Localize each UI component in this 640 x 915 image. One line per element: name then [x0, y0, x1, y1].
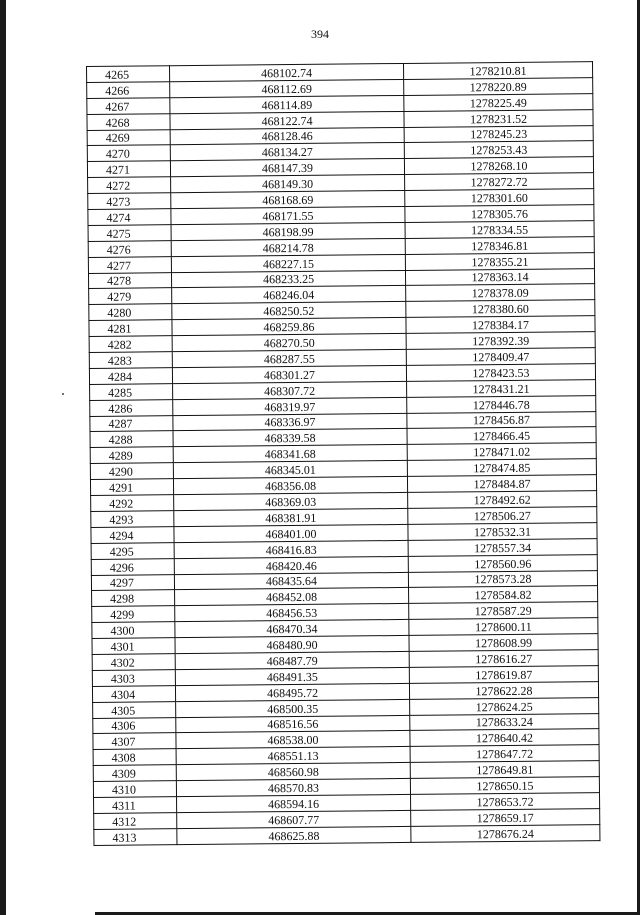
x-coordinate-cell: 468345.01 — [173, 461, 407, 479]
y-coordinate-cell: 1278557.34 — [408, 538, 597, 556]
y-coordinate-cell: 1278231.52 — [404, 109, 593, 127]
x-coordinate-cell: 468128.46 — [170, 127, 404, 145]
x-coordinate-cell: 468198.99 — [171, 222, 405, 240]
point-id-cell: 4304 — [92, 685, 175, 702]
point-id-cell: 4281 — [89, 320, 172, 337]
point-id-cell: 4303 — [92, 670, 175, 687]
y-coordinate-cell: 1278647.72 — [410, 745, 599, 763]
x-coordinate-cell: 468480.90 — [175, 635, 409, 653]
y-coordinate-cell: 1278474.85 — [407, 459, 596, 477]
point-id-cell: 4292 — [91, 495, 174, 512]
x-coordinate-cell: 468594.16 — [177, 794, 411, 812]
y-coordinate-cell: 1278253.43 — [404, 141, 593, 159]
x-coordinate-cell: 468149.30 — [171, 175, 405, 193]
x-coordinate-cell: 468381.91 — [174, 508, 408, 526]
x-coordinate-cell: 468570.83 — [176, 778, 410, 796]
point-id-cell: 4270 — [87, 145, 170, 162]
y-coordinate-cell: 1278471.02 — [407, 443, 596, 461]
point-id-cell: 4295 — [91, 542, 174, 559]
point-id-cell: 4312 — [94, 813, 177, 830]
x-coordinate-cell: 468356.08 — [173, 477, 407, 495]
point-id-cell: 4271 — [87, 161, 170, 178]
y-coordinate-cell: 1278355.21 — [405, 252, 594, 270]
point-id-cell: 4293 — [91, 511, 174, 528]
coordinates-table — [86, 61, 600, 845]
point-id-cell: 4296 — [91, 558, 174, 575]
y-coordinate-cell: 1278446.78 — [407, 395, 596, 413]
y-coordinate-cell: 1278584.82 — [409, 586, 598, 604]
point-id-cell: 4280 — [89, 304, 172, 321]
y-coordinate-cell: 1278363.14 — [405, 268, 594, 286]
x-coordinate-cell: 468538.00 — [176, 731, 410, 749]
x-coordinate-cell: 468259.86 — [172, 318, 406, 336]
point-id-cell: 4307 — [93, 733, 176, 750]
point-id-cell: 4290 — [90, 463, 173, 480]
x-coordinate-cell: 468339.58 — [173, 429, 407, 447]
x-coordinate-cell: 468270.50 — [172, 334, 406, 352]
scan-speck — [62, 393, 64, 395]
y-coordinate-cell: 1278272.72 — [405, 173, 594, 191]
x-coordinate-cell: 468416.83 — [174, 540, 408, 558]
point-id-cell: 4276 — [88, 240, 171, 257]
x-coordinate-cell: 468336.97 — [173, 413, 407, 431]
point-id-cell: 4279 — [89, 288, 172, 305]
x-coordinate-cell: 468114.89 — [170, 95, 404, 113]
y-coordinate-cell: 1278220.89 — [404, 78, 593, 96]
x-coordinate-cell: 468560.98 — [176, 763, 410, 781]
point-id-cell: 4282 — [89, 336, 172, 353]
coordinates-table-body — [87, 62, 600, 845]
x-coordinate-cell: 468134.27 — [170, 143, 404, 161]
y-coordinate-cell: 1278378.09 — [406, 284, 595, 302]
point-id-cell: 4310 — [93, 781, 176, 798]
point-id-cell: 4301 — [92, 638, 175, 655]
x-coordinate-cell: 468214.78 — [171, 238, 405, 256]
point-id-cell: 4300 — [92, 622, 175, 639]
point-id-cell: 4265 — [87, 66, 170, 83]
x-coordinate-cell: 468250.52 — [172, 302, 406, 320]
point-id-cell: 4306 — [93, 717, 176, 734]
point-id-cell: 4289 — [90, 447, 173, 464]
x-coordinate-cell: 468516.56 — [176, 715, 410, 733]
y-coordinate-cell: 1278456.87 — [407, 411, 596, 429]
y-coordinate-cell: 1278301.60 — [405, 189, 594, 207]
point-id-cell: 4297 — [91, 574, 174, 591]
point-id-cell: 4286 — [90, 399, 173, 416]
x-coordinate-cell: 468233.25 — [171, 270, 405, 288]
point-id-cell: 4287 — [90, 415, 173, 432]
y-coordinate-cell: 1278492.62 — [408, 491, 597, 509]
point-id-cell: 4288 — [90, 431, 173, 448]
y-coordinate-cell: 1278484.87 — [407, 475, 596, 493]
point-id-cell: 4268 — [87, 113, 170, 130]
y-coordinate-cell: 1278573.28 — [408, 570, 597, 588]
point-id-cell: 4294 — [91, 527, 174, 544]
point-id-cell: 4277 — [88, 256, 171, 273]
point-id-cell: 4272 — [88, 177, 171, 194]
point-id-cell: 4278 — [88, 272, 171, 289]
point-id-cell: 4285 — [90, 383, 173, 400]
y-coordinate-cell: 1278210.81 — [403, 62, 592, 80]
point-id-cell: 4266 — [87, 82, 170, 99]
scan-left-edge — [0, 0, 6, 915]
point-id-cell: 4269 — [87, 129, 170, 146]
x-coordinate-cell: 468341.68 — [173, 445, 407, 463]
point-id-cell: 4305 — [93, 701, 176, 718]
y-coordinate-cell: 1278305.76 — [405, 205, 594, 223]
point-id-cell: 4275 — [88, 225, 171, 242]
x-coordinate-cell: 468500.35 — [176, 699, 410, 717]
point-id-cell: 4309 — [93, 765, 176, 782]
y-coordinate-cell: 1278466.45 — [407, 427, 596, 445]
y-coordinate-cell: 1278506.27 — [408, 507, 597, 525]
x-coordinate-cell: 468491.35 — [175, 667, 409, 685]
y-coordinate-cell: 1278334.55 — [405, 221, 594, 239]
y-coordinate-cell: 1278633.24 — [410, 713, 599, 731]
y-coordinate-cell: 1278380.60 — [406, 300, 595, 318]
x-coordinate-cell: 468112.69 — [170, 79, 404, 97]
x-coordinate-cell: 468452.08 — [175, 588, 409, 606]
y-coordinate-cell: 1278384.17 — [406, 316, 595, 334]
x-coordinate-cell: 468456.53 — [175, 604, 409, 622]
y-coordinate-cell: 1278409.47 — [406, 348, 595, 366]
x-coordinate-cell: 468147.39 — [170, 159, 404, 177]
x-coordinate-cell: 468307.72 — [173, 381, 407, 399]
y-coordinate-cell: 1278600.11 — [409, 618, 598, 636]
x-coordinate-cell: 468625.88 — [177, 826, 411, 844]
x-coordinate-cell: 468401.00 — [174, 524, 408, 542]
x-coordinate-cell: 468551.13 — [176, 747, 410, 765]
point-id-cell: 4267 — [87, 97, 170, 114]
y-coordinate-cell: 1278650.15 — [410, 777, 599, 795]
point-id-cell: 4313 — [94, 828, 177, 845]
x-coordinate-cell: 468487.79 — [175, 651, 409, 669]
x-coordinate-cell: 468319.97 — [173, 397, 407, 415]
y-coordinate-cell: 1278225.49 — [404, 93, 593, 111]
point-id-cell: 4311 — [94, 797, 177, 814]
y-coordinate-cell: 1278423.53 — [406, 364, 595, 382]
x-coordinate-cell: 468246.04 — [172, 286, 406, 304]
y-coordinate-cell: 1278649.81 — [410, 761, 599, 779]
x-coordinate-cell: 468435.64 — [174, 572, 408, 590]
page-number: 394 — [311, 27, 329, 41]
x-coordinate-cell: 468102.74 — [170, 63, 404, 81]
y-coordinate-cell: 1278659.17 — [411, 808, 600, 826]
y-coordinate-cell: 1278392.39 — [406, 332, 595, 350]
x-coordinate-cell: 468607.77 — [177, 810, 411, 828]
x-coordinate-cell: 468122.74 — [170, 111, 404, 129]
y-coordinate-cell: 1278268.10 — [404, 157, 593, 175]
y-coordinate-cell: 1278616.27 — [409, 650, 598, 668]
point-id-cell: 4291 — [90, 479, 173, 496]
y-coordinate-cell: 1278653.72 — [411, 793, 600, 811]
y-coordinate-cell: 1278608.99 — [409, 634, 598, 652]
point-id-cell: 4283 — [89, 352, 172, 369]
y-coordinate-cell: 1278245.23 — [404, 125, 593, 143]
y-coordinate-cell: 1278622.28 — [409, 681, 598, 699]
point-id-cell: 4273 — [88, 193, 171, 210]
x-coordinate-cell: 468171.55 — [171, 206, 405, 224]
y-coordinate-cell: 1278560.96 — [408, 554, 597, 572]
point-id-cell: 4299 — [92, 606, 175, 623]
point-id-cell: 4308 — [93, 749, 176, 766]
point-id-cell: 4284 — [89, 368, 172, 385]
x-coordinate-cell: 468470.34 — [175, 620, 409, 638]
x-coordinate-cell: 468420.46 — [174, 556, 408, 574]
x-coordinate-cell: 468168.69 — [171, 191, 405, 209]
y-coordinate-cell: 1278346.81 — [405, 236, 594, 254]
point-id-cell: 4298 — [92, 590, 175, 607]
y-coordinate-cell: 1278619.87 — [409, 665, 598, 683]
y-coordinate-cell: 1278587.29 — [409, 602, 598, 620]
x-coordinate-cell: 468495.72 — [175, 683, 409, 701]
y-coordinate-cell: 1278624.25 — [410, 697, 599, 715]
y-coordinate-cell: 1278431.21 — [407, 379, 596, 397]
y-coordinate-cell: 1278532.31 — [408, 522, 597, 540]
x-coordinate-cell: 468227.15 — [171, 254, 405, 272]
y-coordinate-cell: 1278676.24 — [411, 824, 600, 842]
x-coordinate-cell: 468369.03 — [174, 492, 408, 510]
x-coordinate-cell: 468301.27 — [172, 365, 406, 383]
x-coordinate-cell: 468287.55 — [172, 349, 406, 367]
point-id-cell: 4274 — [88, 209, 171, 226]
y-coordinate-cell: 1278640.42 — [410, 729, 599, 747]
point-id-cell: 4302 — [92, 654, 175, 671]
